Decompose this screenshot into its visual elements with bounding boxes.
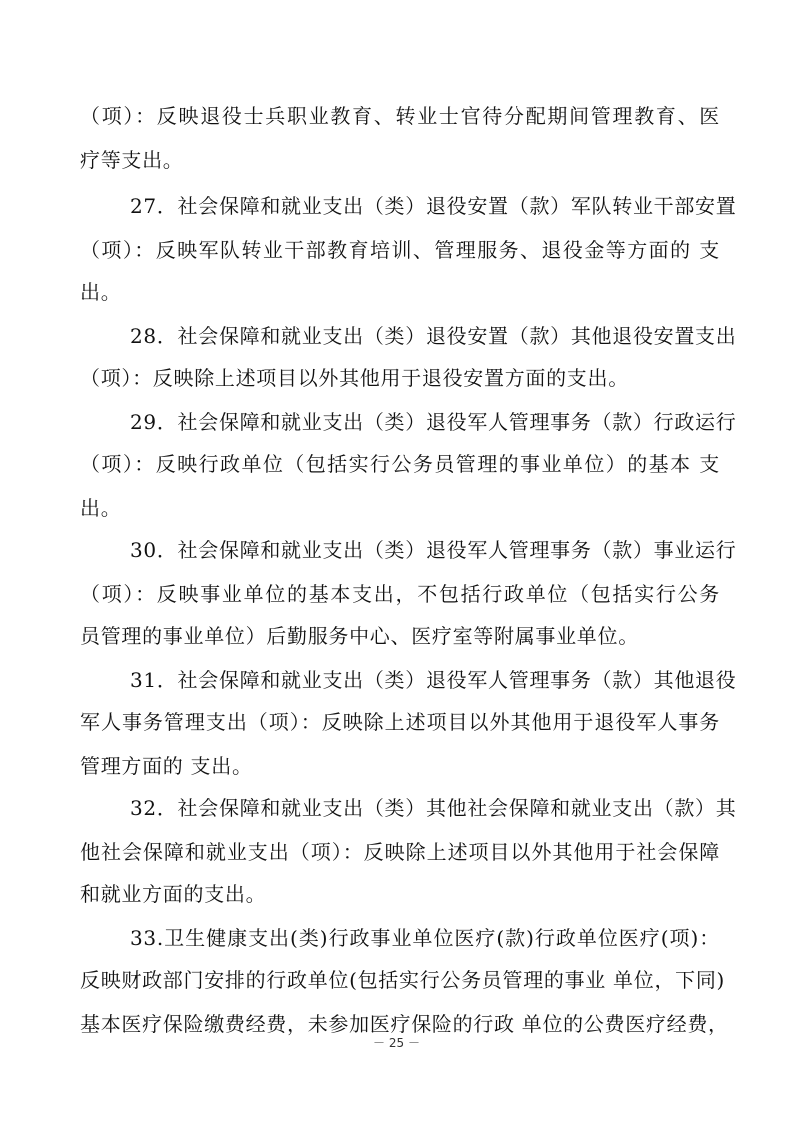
text-line: （项）：反映除上述项目以外其他用于退役安置方面的支出。 xyxy=(80,366,629,390)
text-line: 27．社会保障和就业支出（类）退役安置（款）军队转业干部安置 xyxy=(130,194,737,218)
text-line: （项）：反映军队转业干部教育培训、管理服务、退役金等方面的 支 xyxy=(80,238,720,262)
text-line: （项）：反映行政单位（包括实行公务员管理的事业单位）的基本 支 xyxy=(80,452,720,476)
text-line: 29．社会保障和就业支出（类）退役军人管理事务（款）行政运行 xyxy=(130,410,737,434)
text-line: 疗等支出。 xyxy=(80,148,184,172)
text-line: 28．社会保障和就业支出（类）退役安置（款）其他退役安置支出 xyxy=(130,324,737,348)
text-line: 基本医疗保险缴费经费，未参加医疗保险的行政 单位的公费医疗经费， xyxy=(80,1012,729,1036)
text-line: 30．社会保障和就业支出（类）退役军人管理事务（款）事业运行 xyxy=(130,538,737,562)
text-line: 32．社会保障和就业支出（类）其他社会保障和就业支出（款）其 xyxy=(130,796,737,820)
text-line: （项）：反映退役士兵职业教育、转业士官待分配期间管理教育、医 xyxy=(80,104,720,128)
text-line: 管理方面的 支出。 xyxy=(80,754,253,778)
text-line: 军人事务管理支出（项）：反映除上述项目以外其他用于退役军人事务 xyxy=(80,710,720,734)
text-line: 和就业方面的支出。 xyxy=(80,882,267,906)
text-line: 31．社会保障和就业支出（类）退役军人管理事务（款）其他退役 xyxy=(130,668,737,692)
text-line: （项）：反映事业单位的基本支出，不包括行政单位（包括实行公务 xyxy=(80,582,720,606)
text-line: 员管理的事业单位）后勤服务中心、医疗室等附属事业单位。 xyxy=(80,624,639,648)
page-number: － 25 － xyxy=(373,1036,420,1050)
text-line: 33.卫生健康支出(类)行政事业单位医疗(款)行政单位医疗(项)： xyxy=(130,926,720,950)
text-line: 他社会保障和就业支出（项）：反映除上述项目以外其他用于社会保障 xyxy=(80,840,720,864)
text-line: 反映财政部门安排的行政单位(包括实行公务员管理的事业 单位，下同) xyxy=(80,968,726,992)
text-line: 出。 xyxy=(80,496,122,520)
text-line: 出。 xyxy=(80,280,122,304)
